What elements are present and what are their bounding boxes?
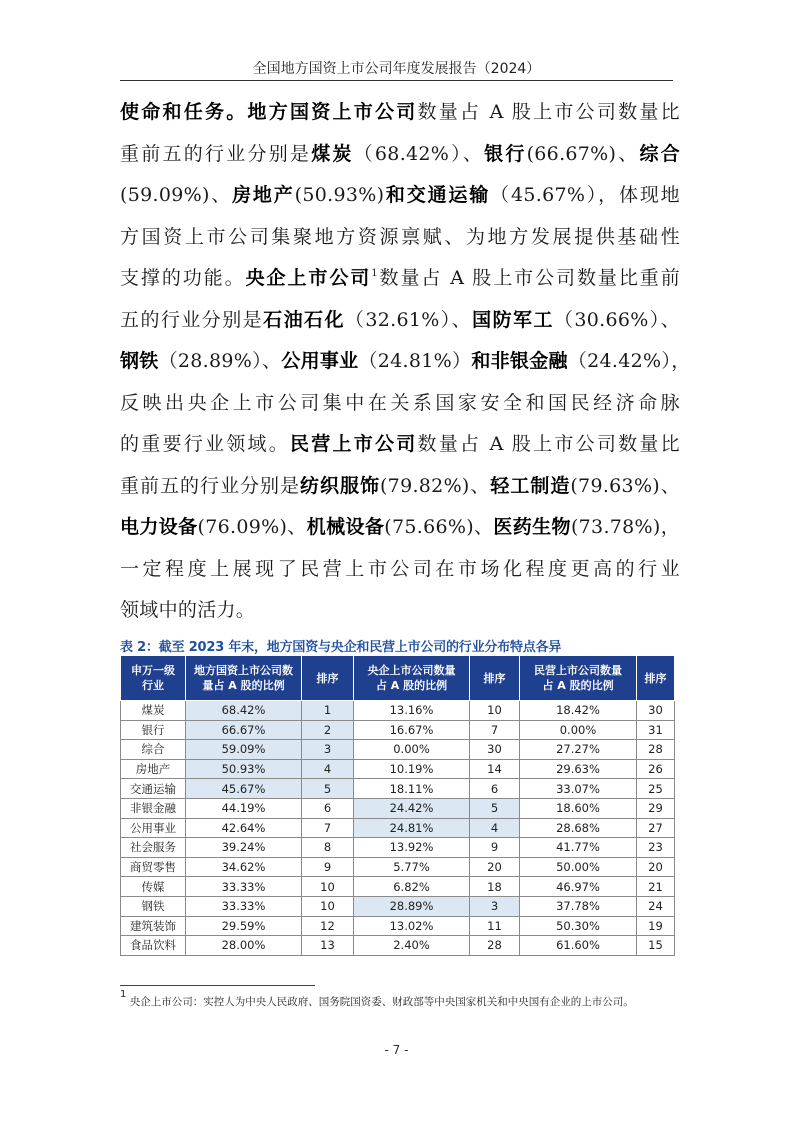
table-cell: 13.92% [354, 838, 470, 858]
table-row [121, 759, 675, 779]
bold-term: 国防军工 [472, 308, 554, 331]
table-cell: 10 [302, 877, 354, 897]
table-row [121, 877, 675, 897]
table-cell: 27 [637, 818, 675, 838]
table-cell: 28.00% [186, 936, 302, 956]
text-segment: 重前五的行业分别是 [120, 474, 300, 497]
text-segment: (75.66%)、 [384, 516, 494, 538]
table-row [121, 720, 675, 740]
table-cell: 2 [302, 720, 354, 740]
bold-term: 和交通运输 [384, 184, 491, 206]
bold-term: 综合 [639, 142, 680, 165]
table-row [121, 916, 675, 936]
text-segment: 数量占 A 股上市公司数量比重前 [377, 267, 680, 289]
table-cell: 13.16% [354, 701, 470, 721]
table-cell: 24.42% [354, 798, 470, 818]
table-cell: 1 [302, 701, 354, 721]
header-rule [120, 80, 673, 81]
text-segment: （68.42%）、 [353, 142, 485, 165]
body-paragraph [120, 92, 691, 632]
text-segment: （30.66%）、 [553, 308, 681, 331]
table-cell: 19 [637, 916, 675, 936]
table-cell: 28.89% [354, 896, 470, 916]
table-cell: 21 [637, 877, 675, 897]
table-cell: 37.78% [520, 896, 637, 916]
text-line [120, 175, 680, 217]
column-header: 排序 [470, 656, 520, 701]
table-cell: 20 [470, 857, 520, 877]
table-cell: 煤炭 [121, 701, 186, 721]
bold-term: 煤炭 [311, 142, 354, 165]
bold-term: 轻工制造 [490, 474, 571, 497]
text-line [120, 466, 680, 508]
table-cell: 2.40% [354, 936, 470, 956]
table-cell: 28.68% [520, 818, 637, 838]
table-cell: 24.81% [354, 818, 470, 838]
text-line [120, 549, 680, 591]
table-cell: 4 [470, 818, 520, 838]
table-cell: 50.00% [520, 857, 637, 877]
text-segment: 数量占 A 股上市公司数量比 [417, 101, 680, 123]
table-cell: 29.59% [186, 916, 302, 936]
table-cell: 10 [302, 896, 354, 916]
table-header-row [121, 656, 675, 701]
footnote-rule [120, 985, 315, 986]
text-line [120, 383, 680, 425]
bold-term: 机械设备 [306, 516, 385, 538]
text-segment: （28.89%）、 [158, 350, 282, 372]
bold-term: 石油石化 [263, 308, 345, 331]
table-row [121, 740, 675, 760]
table-cell: 8 [302, 838, 354, 858]
table-cell: 30 [637, 701, 675, 721]
table-cell: 25 [637, 779, 675, 799]
bold-term: 电力设备 [120, 516, 198, 538]
table-cell: 13 [302, 936, 354, 956]
table-cell: 11 [470, 916, 520, 936]
table-cell: 27.27% [520, 740, 637, 760]
bold-term: 房地产 [232, 184, 295, 206]
bold-term: 民营上市公司 [290, 433, 418, 455]
text-line [120, 134, 680, 176]
bold-term: 医药生物 [493, 516, 571, 538]
table-cell: 商贸零售 [121, 857, 186, 877]
bold-term: 和非银金融 [471, 350, 568, 372]
table-cell: 传媒 [121, 877, 186, 897]
table-cell: 6 [470, 779, 520, 799]
footnote-ref: 1 [371, 268, 378, 279]
text-segment: 支撑的功能。 [120, 267, 246, 289]
table-cell: 15 [637, 936, 675, 956]
text-segment: (59.09%)、 [120, 184, 233, 206]
table-cell: 24 [637, 896, 675, 916]
text-line [120, 258, 680, 300]
column-header: 地方国资上市公司数 量占 A 股的比例 [186, 656, 302, 701]
table-cell: 10.19% [354, 759, 470, 779]
column-header: 申万一级 行业 [121, 656, 186, 701]
table-cell: 5 [302, 779, 354, 799]
table-cell: 食品饮料 [121, 936, 186, 956]
text-line [120, 341, 691, 383]
table-cell: 29.63% [520, 759, 637, 779]
column-header: 排序 [637, 656, 675, 701]
table-cell: 31 [637, 720, 675, 740]
table-cell: 非银金融 [121, 798, 186, 818]
table-cell: 33.33% [186, 877, 302, 897]
bold-term: 公用事业 [281, 350, 359, 372]
industry-distribution-table [120, 655, 675, 956]
table-row [121, 838, 675, 858]
table-cell: 7 [302, 818, 354, 838]
table-cell: 7 [470, 720, 520, 740]
text-segment: 方国资上市公司集聚地方资源禀赋、为地方发展提供基础性 [120, 225, 680, 248]
footnote-text: 央企上市公司：实控人为中央人民政府、国务院国资委、财政部等中央国家机关和中央国有企业的上市公司。 [129, 996, 634, 1008]
table-cell: 5.77% [354, 857, 470, 877]
text-segment: (79.63%)、 [570, 474, 681, 497]
table-cell: 6.82% [354, 877, 470, 897]
table-cell: 18.11% [354, 779, 470, 799]
table-cell: 66.67% [186, 720, 302, 740]
table-cell: 综合 [121, 740, 186, 760]
table-cell: 社会服务 [121, 838, 186, 858]
table-cell: 34.62% [186, 857, 302, 877]
table-cell: 61.60% [520, 936, 637, 956]
table-cell: 33.33% [186, 896, 302, 916]
table-cell: 钢铁 [121, 896, 186, 916]
page-number: - 7 - [384, 1043, 409, 1057]
text-segment: (76.09%)、 [197, 516, 307, 538]
table-cell: 41.77% [520, 838, 637, 858]
table-row [121, 857, 675, 877]
table-caption: 表 2：截至 2023 年末，地方国资与央企和民营上市公司的行业分布特点各异 [120, 640, 562, 655]
table-cell: 建筑装饰 [121, 916, 186, 936]
table-cell: 13.02% [354, 916, 470, 936]
table-row [121, 779, 675, 799]
table-cell: 42.64% [186, 818, 302, 838]
table-cell: 3 [470, 896, 520, 916]
text-line [120, 590, 680, 632]
text-line [120, 507, 680, 549]
table-row [121, 896, 675, 916]
text-segment: （32.61%）、 [344, 308, 473, 331]
table-cell: 39.24% [186, 838, 302, 858]
table-cell: 9 [302, 857, 354, 877]
table-cell: 12 [302, 916, 354, 936]
table-cell: 交通运输 [121, 779, 186, 799]
table-cell: 6 [302, 798, 354, 818]
table-cell: 5 [470, 798, 520, 818]
table-cell: 0.00% [520, 720, 637, 740]
bold-term: 使命和任务。 [120, 101, 248, 123]
table-cell: 18 [470, 877, 520, 897]
text-segment: 的重要行业领域。 [120, 433, 291, 455]
text-segment: 一定程度上展现了民营上市公司在市场化程度更高的行业 [120, 557, 680, 580]
text-segment: 数量占 A 股上市公司数量比 [417, 433, 680, 455]
text-segment: (79.82%)、 [379, 474, 491, 497]
bold-term: 银行 [484, 142, 527, 165]
text-segment: 领域中的活力。 [120, 599, 256, 621]
table-cell: 18.42% [520, 701, 637, 721]
table-cell: 33.07% [520, 779, 637, 799]
table-cell: 45.67% [186, 779, 302, 799]
table-cell: 房地产 [121, 759, 186, 779]
table-cell: 20 [637, 857, 675, 877]
table-cell: 14 [470, 759, 520, 779]
table-cell: 10 [470, 701, 520, 721]
table-cell: 59.09% [186, 740, 302, 760]
text-segment: (50.93%) [294, 184, 385, 206]
table-cell: 26 [637, 759, 675, 779]
table-cell: 0.00% [354, 740, 470, 760]
running-header: 全国地方国资上市公司年度发展报告（2024） [252, 61, 541, 77]
table-cell: 4 [302, 759, 354, 779]
table-row [121, 818, 675, 838]
table-cell: 50.93% [186, 759, 302, 779]
column-header: 民营上市公司数量 占 A 股的比例 [520, 656, 637, 701]
footnote-mark: 1 [120, 989, 127, 1000]
text-line [120, 92, 680, 134]
table-row [121, 936, 675, 956]
table-cell: 29 [637, 798, 675, 818]
table-cell: 公用事业 [121, 818, 186, 838]
table-cell: 3 [302, 740, 354, 760]
table-cell: 44.19% [186, 798, 302, 818]
column-header: 央企上市公司数量 占 A 股的比例 [354, 656, 470, 701]
bold-term: 地方国资上市公司 [247, 101, 418, 123]
text-segment: 重前五的行业分别是 [120, 142, 312, 165]
bold-term: 纺织服饰 [299, 474, 380, 497]
text-segment: （24.81%） [358, 350, 472, 372]
text-segment: 五的行业分别是 [120, 308, 264, 331]
text-segment: （45.67%），体现地 [490, 184, 680, 206]
table-cell: 28 [470, 936, 520, 956]
table-cell: 28 [637, 740, 675, 760]
text-segment: 反映出央企上市公司集中在关系国家安全和国民经济命脉 [120, 391, 680, 414]
footnote [120, 989, 676, 1010]
text-segment: （24.42%）， [567, 350, 691, 372]
bold-term: 钢铁 [120, 350, 159, 372]
table-row [121, 798, 675, 818]
table-cell: 23 [637, 838, 675, 858]
text-line [120, 217, 680, 259]
bold-term: 央企上市公司 [245, 267, 372, 289]
text-segment: (66.67%)、 [526, 142, 640, 165]
column-header: 排序 [302, 656, 354, 701]
table-cell: 16.67% [354, 720, 470, 740]
table-cell: 银行 [121, 720, 186, 740]
text-line [120, 300, 680, 342]
table-cell: 30 [470, 740, 520, 760]
table-cell: 9 [470, 838, 520, 858]
table-row [121, 701, 675, 721]
text-segment: (73.78%)， [570, 516, 681, 538]
table-cell: 68.42% [186, 701, 302, 721]
table-cell: 50.30% [520, 916, 637, 936]
text-line [120, 424, 680, 466]
table-cell: 46.97% [520, 877, 637, 897]
table-cell: 18.60% [520, 798, 637, 818]
table-body [121, 701, 675, 956]
